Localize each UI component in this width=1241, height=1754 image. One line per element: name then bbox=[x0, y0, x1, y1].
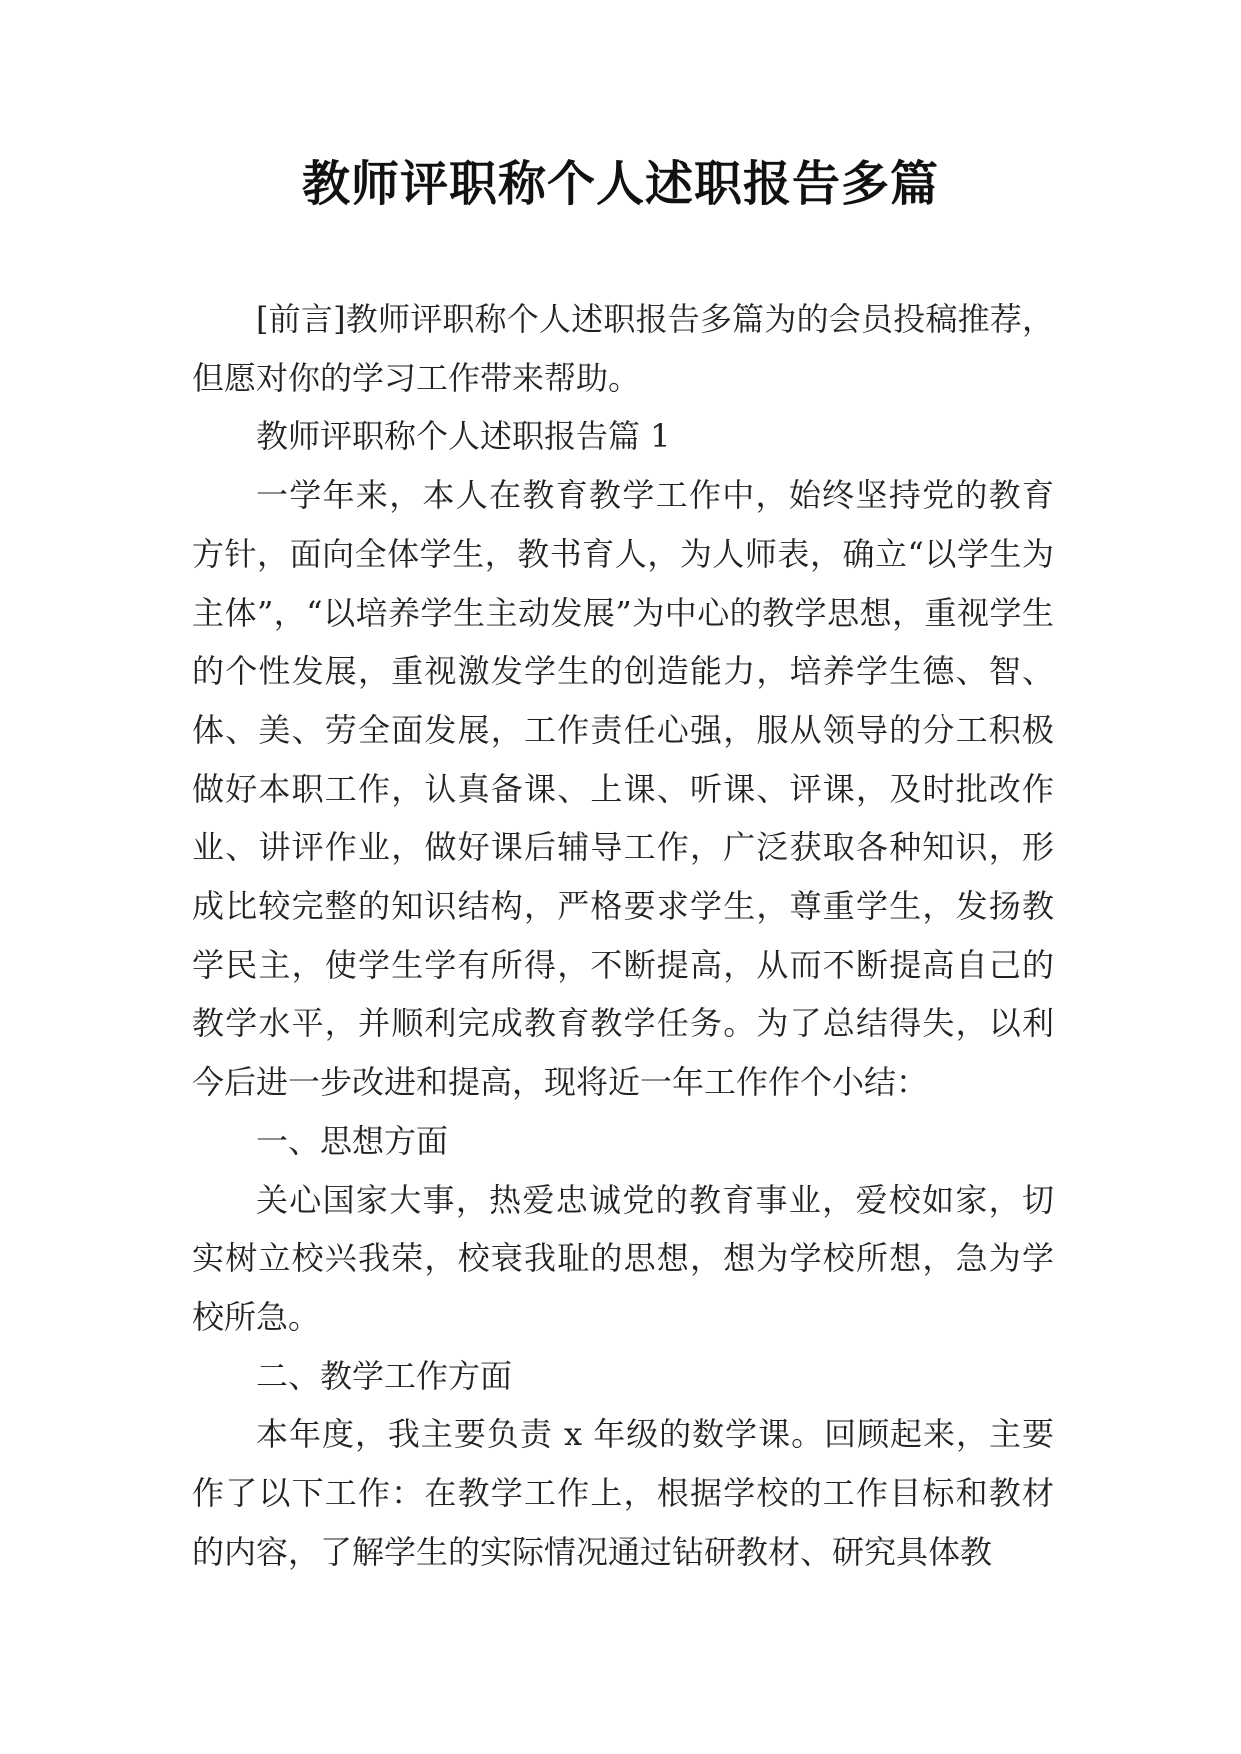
body-paragraph-summary: 一学年来，本人在教育教学工作中，始终坚持党的教育方针，面向全体学生，教书育人，为人师表，确立“以学生为主体”，“以培养学生主动发展”为中心的教学思想，重视学生的个性发展，重视激发学生的创造能力，培养学生德、智、体、美、劳全面发展，工作责任心强，服从领导的分工积极做好本职工作，认真备课、上课、听课、评课，及时批改作业、讲评作业，做好课后辅导工作，广泛获取各种知识，形成比较完整的知识结构，严格要求学生，尊重学生，发扬教学民主，使学生学有所得，不断提高，从而不断提高自己的教学水平，并顺利完成教育教学任务。为了总结得失，以利今后进一步改进和提高，现将近一年工作作个小结： bbox=[192, 476, 1054, 1102]
document-title: 教师评职称个人述职报告多篇 bbox=[301, 156, 939, 212]
preface-paragraph: [前言]教师评职称个人述职报告多篇为的会员投稿推荐，但愿对你的学习工作带来帮助。 bbox=[192, 300, 1054, 397]
body-paragraph-teaching: 本年度，我主要负责 x 年级的数学课。回顾起来，主要作了以下工作：在教学工作上，根据学校的工作目标和教材的内容，了解学生的实际情况通过钻研教材、研究具体教 bbox=[192, 1415, 1054, 1571]
section-heading-ideology: 一、思想方面 bbox=[256, 1121, 449, 1160]
body-paragraph-ideology: 关心国家大事，热爱忠诚党的教育事业，爱校如家，切实树立校兴我荣，校衰我耻的思想，想为学校所想，急为学校所急。 bbox=[192, 1180, 1054, 1336]
document-body bbox=[192, 290, 1054, 1581]
section-heading-teaching: 二、教学工作方面 bbox=[256, 1356, 513, 1395]
section-heading-report-1: 教师评职称个人述职报告篇 1 bbox=[256, 417, 671, 456]
